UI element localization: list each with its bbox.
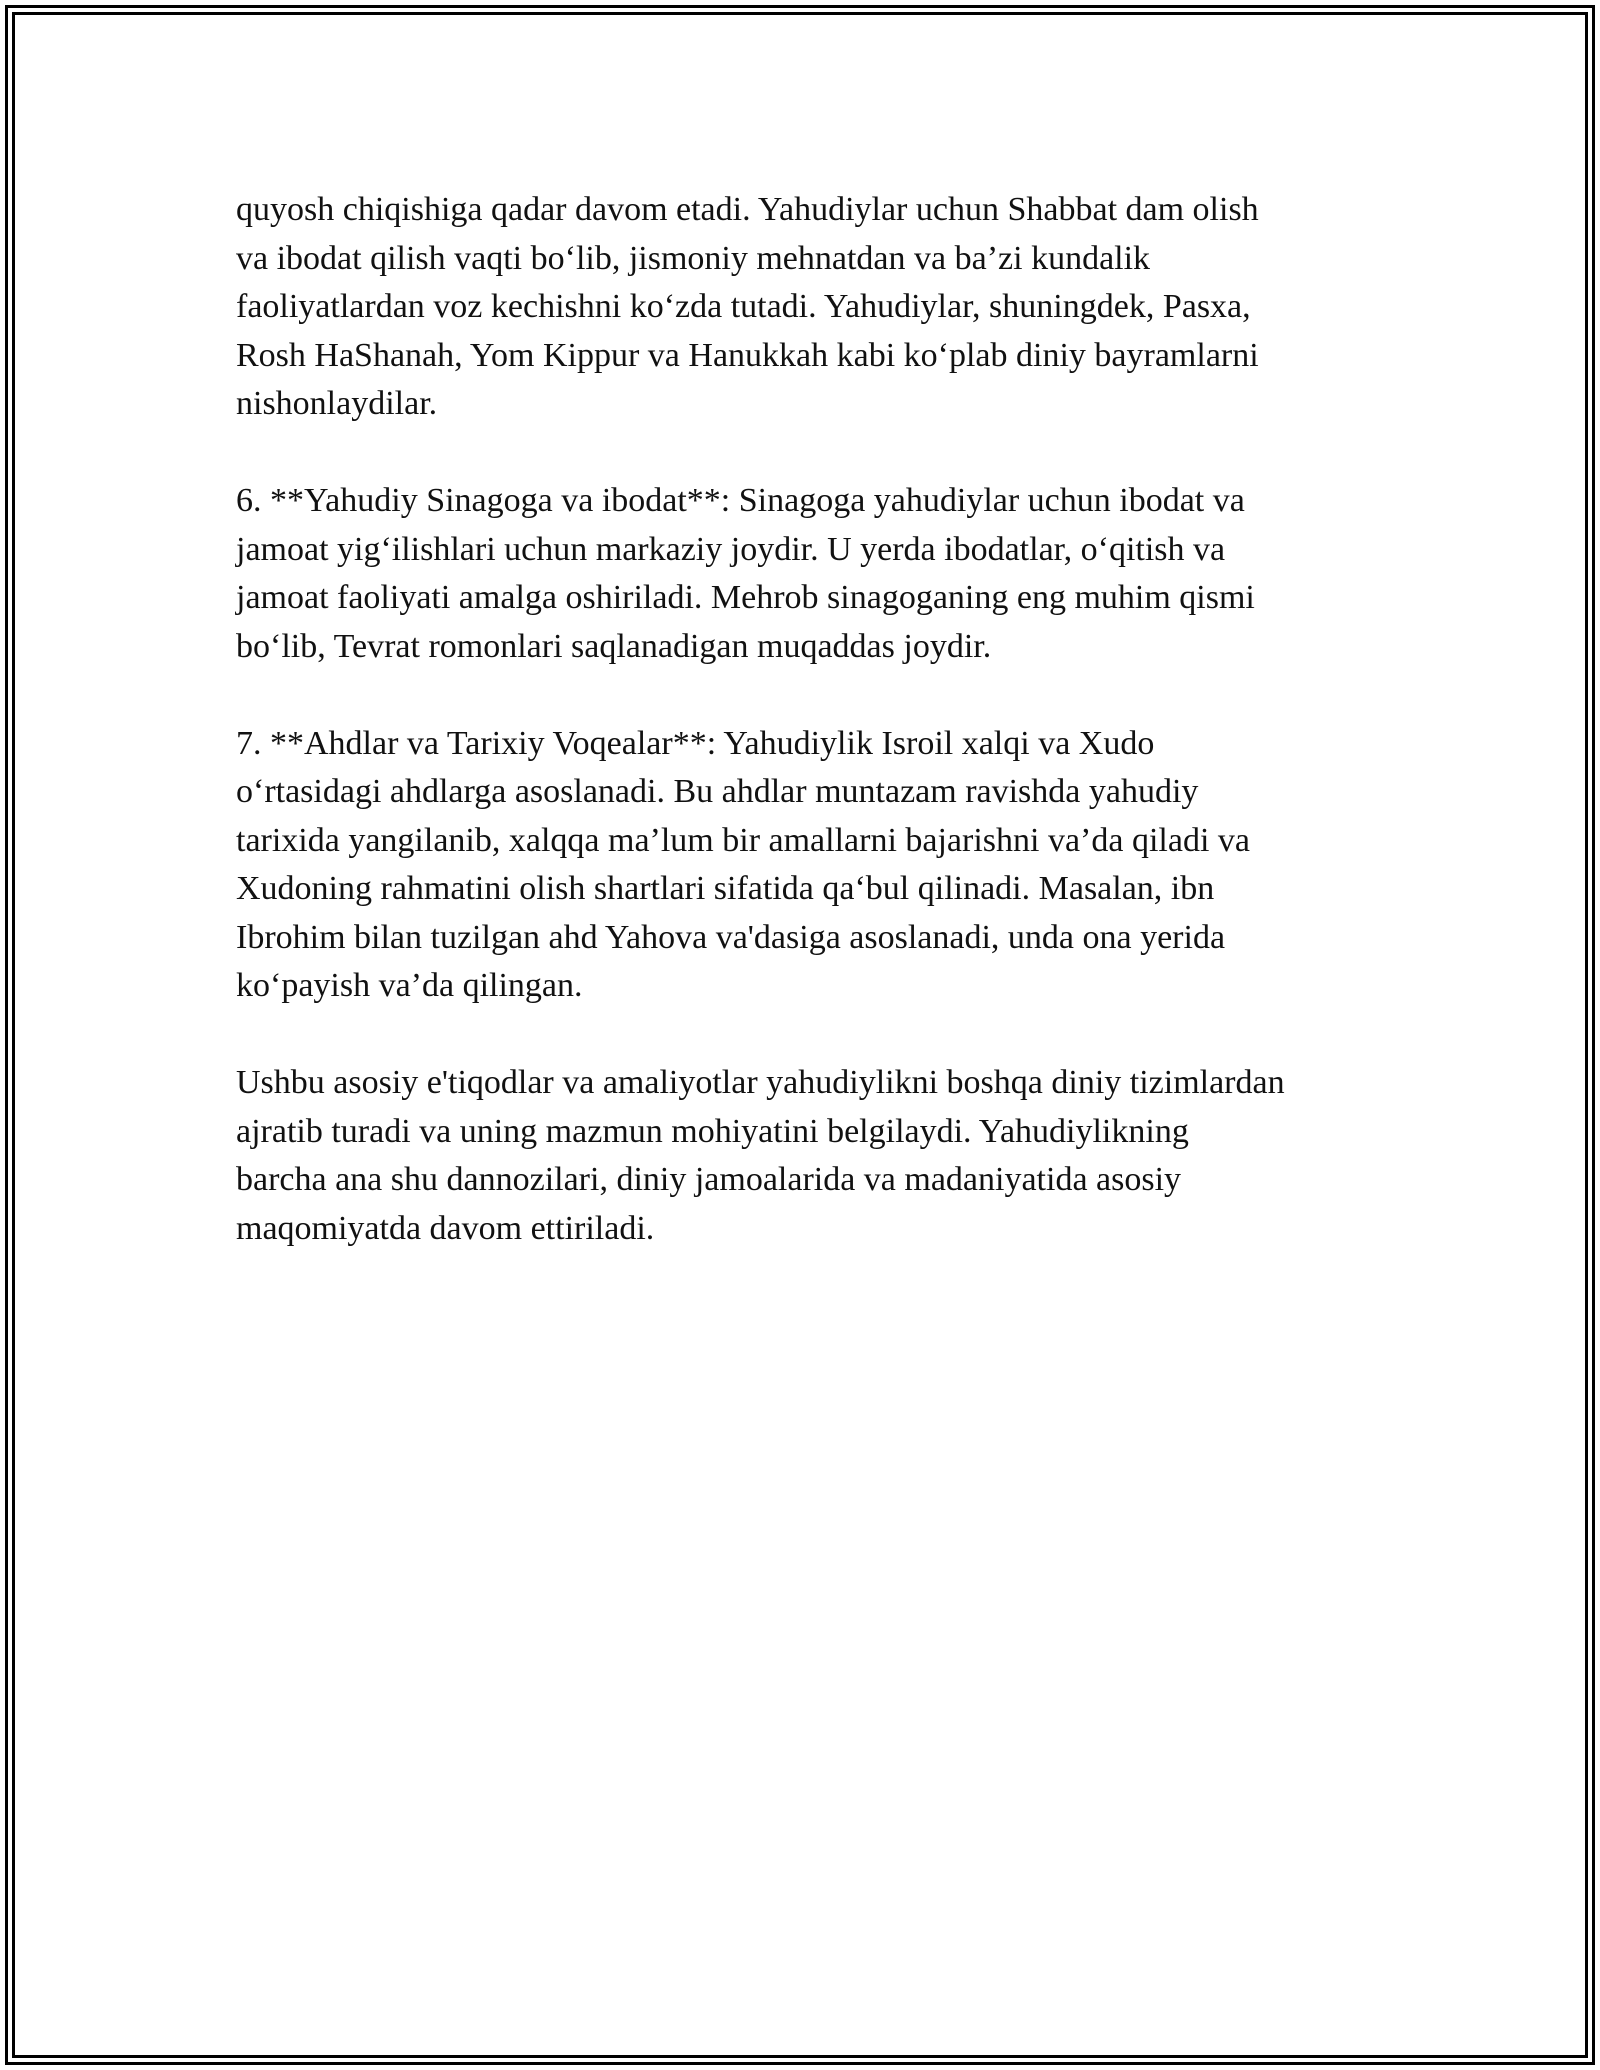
text-line: Ushbu asosiy e'tiqodlar va amaliyotlar yahudiylikni boshqa diniy tizimlardan (236, 1064, 1285, 1101)
text-line: bo‘lib, Tevrat romonlari saqlanadigan muqaddas joydir. (236, 627, 992, 665)
text-line: faoliyatlardan voz kechishni ko‘zda tutadi. Yahudiylar, shuningdek, Pasxa, (236, 288, 1251, 325)
paragraph-synagogue (236, 477, 1376, 671)
text-line: ajratib turadi va uning mazmun mohiyatini belgilaydi. Yahudiylikning (236, 1112, 1189, 1150)
text-line: nishonlaydilar. (236, 385, 438, 422)
text-line: maqomiyatda davom ettiriladi. (236, 1209, 655, 1247)
paragraph-covenants (236, 720, 1376, 1011)
text-line: barcha ana shu dannozilari, diniy jamoalarida va madaniyatida asosiy (236, 1161, 1182, 1198)
text-line: Ibrohim bilan tuzilgan ahd Yahova va'dasiga asoslanadi, unda ona yerida (236, 918, 1226, 956)
text-line: Rosh HaShanah, Yom Kippur va Hanukkah kabi ko‘plab diniy bayramlarni (236, 336, 1259, 374)
text-line: jamoat yig‘ilishlari uchun markaziy joydir. U yerda ibodatlar, o‘qitish va (236, 530, 1226, 568)
text-line: o‘rtasidagi ahdlarga asoslanadi. Bu ahdlar muntazam ravishda yahudiy (236, 773, 1199, 810)
paragraph-shabbat-continuation (236, 186, 1376, 429)
text-line: quyosh chiqishiga qadar davom etadi. Yahudiylar uchun Shabbat dam olish (236, 191, 1259, 228)
text-line: va ibodat qilish vaqti bo‘lib, jismoniy mehnatdan va ba’zi kundalik (236, 239, 1151, 277)
paragraph-conclusion (236, 1059, 1376, 1253)
text-line: Xudoning rahmatini olish shartlari sifatida qa‘bul qilinadi. Masalan, ibn (236, 870, 1215, 907)
text-line: ko‘payish va’da qilingan. (236, 967, 583, 1004)
text-line: 6. **Yahudiy Sinagoga va ibodat**: Sinagoga yahudiylar uchun ibodat va (236, 482, 1245, 519)
document-body (236, 186, 1376, 1302)
text-line: 7. **Ahdlar va Tarixiy Voqealar**: Yahudiylik Isroil xalqi va Xudo (236, 724, 1155, 762)
text-line: tarixida yangilanib, xalqqa ma’lum bir amallarni bajarishni va’da qiladi va (236, 821, 1250, 859)
text-line: jamoat faoliyati amalga oshiriladi. Mehrob sinagoganing eng muhim qismi (236, 579, 1255, 616)
